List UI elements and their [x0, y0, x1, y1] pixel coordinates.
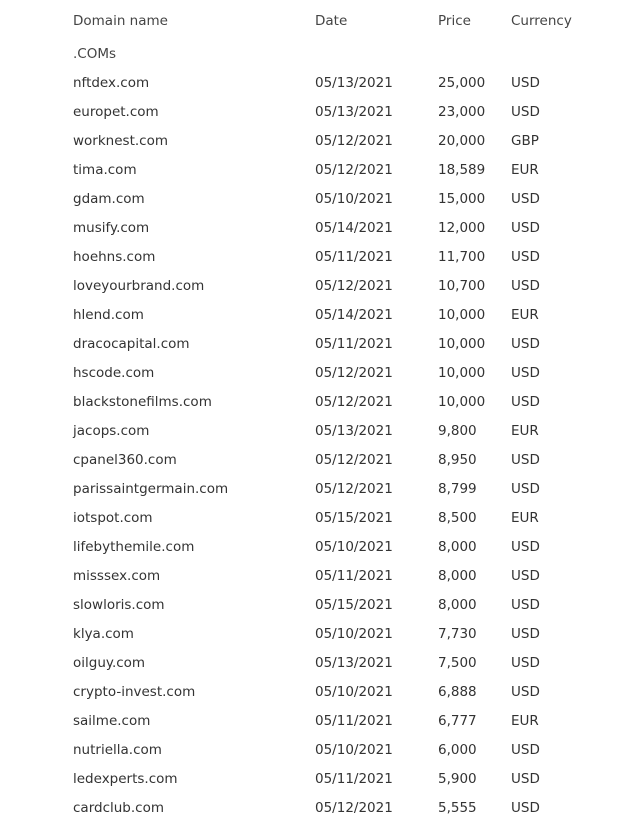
header-price: Price	[438, 13, 471, 29]
header-domain-name: Domain name	[73, 13, 168, 29]
table-row	[0, 504, 639, 533]
table-row	[0, 707, 639, 736]
currency-cell: EUR	[511, 307, 539, 323]
domain-cell: loveyourbrand.com	[73, 278, 205, 294]
price-cell: 12,000	[438, 220, 486, 236]
currency-cell: USD	[511, 771, 540, 787]
price-cell: 11,700	[438, 249, 486, 265]
price-cell: 8,000	[438, 597, 477, 613]
table-row	[0, 185, 639, 214]
table-row	[0, 243, 639, 272]
table-row	[0, 127, 639, 156]
currency-cell: EUR	[511, 162, 539, 178]
table-row	[0, 475, 639, 504]
table-row	[0, 649, 639, 678]
price-cell: 8,950	[438, 452, 477, 468]
price-cell: 8,000	[438, 568, 477, 584]
price-cell: 5,900	[438, 771, 477, 787]
table-row	[0, 388, 639, 417]
domain-cell: klya.com	[73, 626, 134, 642]
price-cell: 15,000	[438, 191, 486, 207]
currency-cell: USD	[511, 104, 540, 120]
table-row	[0, 678, 639, 707]
header-currency: Currency	[511, 13, 572, 29]
date-cell: 05/13/2021	[315, 75, 393, 91]
domain-cell: lifebythemile.com	[73, 539, 195, 555]
price-cell: 10,700	[438, 278, 486, 294]
table-row	[0, 98, 639, 127]
table-row	[0, 591, 639, 620]
currency-cell: USD	[511, 742, 540, 758]
date-cell: 05/13/2021	[315, 423, 393, 439]
domain-cell: musify.com	[73, 220, 150, 236]
currency-cell: USD	[511, 220, 540, 236]
domain-cell: sailme.com	[73, 713, 151, 729]
price-cell: 7,500	[438, 655, 477, 671]
price-cell: 10,000	[438, 307, 486, 323]
domain-cell: tima.com	[73, 162, 137, 178]
price-cell: 8,000	[438, 539, 477, 555]
date-cell: 05/15/2021	[315, 510, 393, 526]
table-row	[0, 736, 639, 765]
currency-cell: USD	[511, 336, 540, 352]
table-row	[0, 330, 639, 359]
table-row	[0, 272, 639, 301]
domain-cell: blackstonefilms.com	[73, 394, 212, 410]
table-row	[0, 214, 639, 243]
currency-cell: USD	[511, 365, 540, 381]
date-cell: 05/11/2021	[315, 771, 393, 787]
domain-cell: hscode.com	[73, 365, 155, 381]
table-row	[0, 156, 639, 185]
table-row	[0, 794, 639, 823]
currency-cell: USD	[511, 75, 540, 91]
currency-cell: USD	[511, 452, 540, 468]
table-row	[0, 417, 639, 446]
domain-cell: worknest.com	[73, 133, 168, 149]
currency-cell: USD	[511, 684, 540, 700]
date-cell: 05/12/2021	[315, 162, 393, 178]
table-row	[0, 765, 639, 794]
date-cell: 05/11/2021	[315, 713, 393, 729]
date-cell: 05/10/2021	[315, 539, 393, 555]
table-row	[0, 301, 639, 330]
currency-cell: USD	[511, 481, 540, 497]
group-label: .COMs	[73, 46, 117, 62]
domain-cell: nutriella.com	[73, 742, 162, 758]
date-cell: 05/12/2021	[315, 394, 393, 410]
date-cell: 05/12/2021	[315, 133, 393, 149]
domain-cell: cardclub.com	[73, 800, 164, 816]
price-cell: 6,000	[438, 742, 477, 758]
date-cell: 05/10/2021	[315, 626, 393, 642]
domain-cell: cpanel360.com	[73, 452, 177, 468]
date-cell: 05/13/2021	[315, 655, 393, 671]
currency-cell: GBP	[511, 133, 539, 149]
price-cell: 25,000	[438, 75, 486, 91]
table-row	[0, 69, 639, 98]
price-cell: 10,000	[438, 336, 486, 352]
currency-cell: USD	[511, 249, 540, 265]
currency-cell: EUR	[511, 713, 539, 729]
table-row	[0, 562, 639, 591]
domain-cell: nftdex.com	[73, 75, 150, 91]
date-cell: 05/13/2021	[315, 104, 393, 120]
currency-cell: EUR	[511, 423, 539, 439]
domain-cell: hoehns.com	[73, 249, 156, 265]
date-cell: 05/12/2021	[315, 800, 393, 816]
table-row	[0, 620, 639, 649]
date-cell: 05/10/2021	[315, 684, 393, 700]
date-cell: 05/14/2021	[315, 307, 393, 323]
currency-cell: USD	[511, 394, 540, 410]
date-cell: 05/11/2021	[315, 336, 393, 352]
price-cell: 8,500	[438, 510, 477, 526]
date-cell: 05/12/2021	[315, 452, 393, 468]
domain-cell: slowloris.com	[73, 597, 165, 613]
domain-cell: gdam.com	[73, 191, 145, 207]
price-cell: 23,000	[438, 104, 486, 120]
date-cell: 05/12/2021	[315, 278, 393, 294]
price-cell: 6,777	[438, 713, 477, 729]
price-cell: 20,000	[438, 133, 486, 149]
domain-cell: ledexperts.com	[73, 771, 178, 787]
price-cell: 18,589	[438, 162, 486, 178]
table-row	[0, 359, 639, 388]
price-cell: 6,888	[438, 684, 477, 700]
domain-cell: hlend.com	[73, 307, 144, 323]
domain-cell: iotspot.com	[73, 510, 153, 526]
currency-cell: USD	[511, 278, 540, 294]
domain-cell: misssex.com	[73, 568, 161, 584]
table-row	[0, 446, 639, 475]
domain-cell: europet.com	[73, 104, 159, 120]
date-cell: 05/12/2021	[315, 365, 393, 381]
price-cell: 10,000	[438, 365, 486, 381]
domain-cell: crypto-invest.com	[73, 684, 196, 700]
currency-cell: USD	[511, 539, 540, 555]
header-date: Date	[315, 13, 348, 29]
date-cell: 05/10/2021	[315, 742, 393, 758]
date-cell: 05/10/2021	[315, 191, 393, 207]
price-cell: 10,000	[438, 394, 486, 410]
currency-cell: USD	[511, 597, 540, 613]
currency-cell: USD	[511, 191, 540, 207]
domain-cell: jacops.com	[73, 423, 150, 439]
date-cell: 05/14/2021	[315, 220, 393, 236]
date-cell: 05/11/2021	[315, 249, 393, 265]
date-cell: 05/11/2021	[315, 568, 393, 584]
currency-cell: USD	[511, 800, 540, 816]
price-cell: 5,555	[438, 800, 477, 816]
table-header-row	[0, 7, 639, 36]
table-row	[0, 533, 639, 562]
price-cell: 8,799	[438, 481, 477, 497]
price-cell: 7,730	[438, 626, 477, 642]
currency-cell: USD	[511, 568, 540, 584]
domain-cell: dracocapital.com	[73, 336, 190, 352]
domain-cell: parissaintgermain.com	[73, 481, 229, 497]
price-cell: 9,800	[438, 423, 477, 439]
currency-cell: USD	[511, 626, 540, 642]
currency-cell: EUR	[511, 510, 539, 526]
currency-cell: USD	[511, 655, 540, 671]
date-cell: 05/12/2021	[315, 481, 393, 497]
group-row	[0, 40, 639, 69]
date-cell: 05/15/2021	[315, 597, 393, 613]
domain-cell: oilguy.com	[73, 655, 146, 671]
